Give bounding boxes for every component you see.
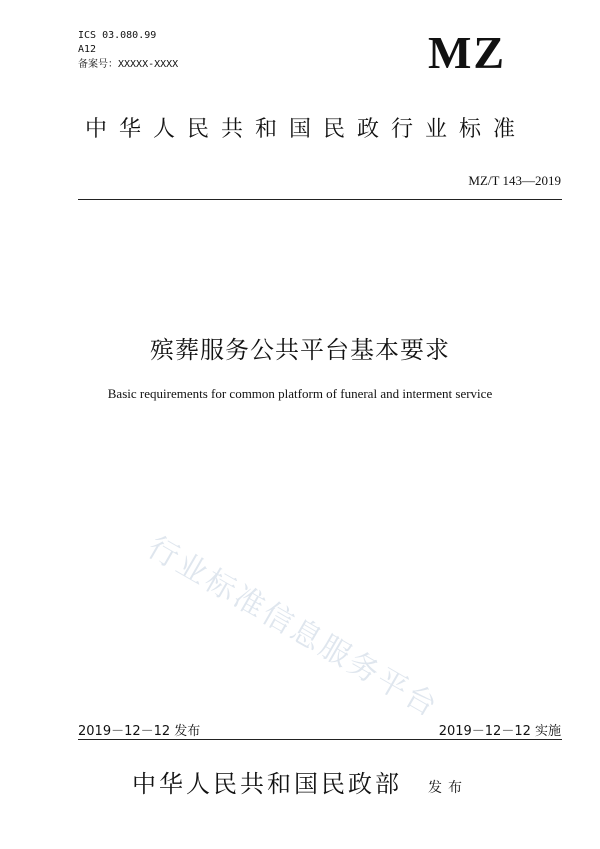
publish-date: 2019－12－12 发布 xyxy=(78,724,201,739)
issue-action: 发布 xyxy=(428,780,468,796)
top-divider xyxy=(78,199,562,200)
ics-code: ICS 03.080.99 xyxy=(78,30,157,41)
ccs-code: A12 xyxy=(78,44,97,55)
issuer-name: 中华人民共和国民政部 xyxy=(132,770,402,798)
mz-logo: MZ xyxy=(428,27,507,78)
bottom-divider xyxy=(78,739,562,740)
document-title-en: Basic requirements for common platform of funeral and interment service xyxy=(107,386,493,401)
implement-date: 2019－12－12 实施 xyxy=(438,724,561,739)
record-number: 备案号：XXXXX-XXXX xyxy=(78,59,179,70)
standard-number: MZ/T 143—2019 xyxy=(468,173,561,188)
document-title-cn: 殡葬服务公共平台基本要求 xyxy=(150,336,450,364)
watermark: 行业标准信息服务平台 xyxy=(141,529,445,726)
issuer-line xyxy=(0,764,600,799)
standard-category: 中华人民共和国民政行业标准 xyxy=(84,117,527,142)
